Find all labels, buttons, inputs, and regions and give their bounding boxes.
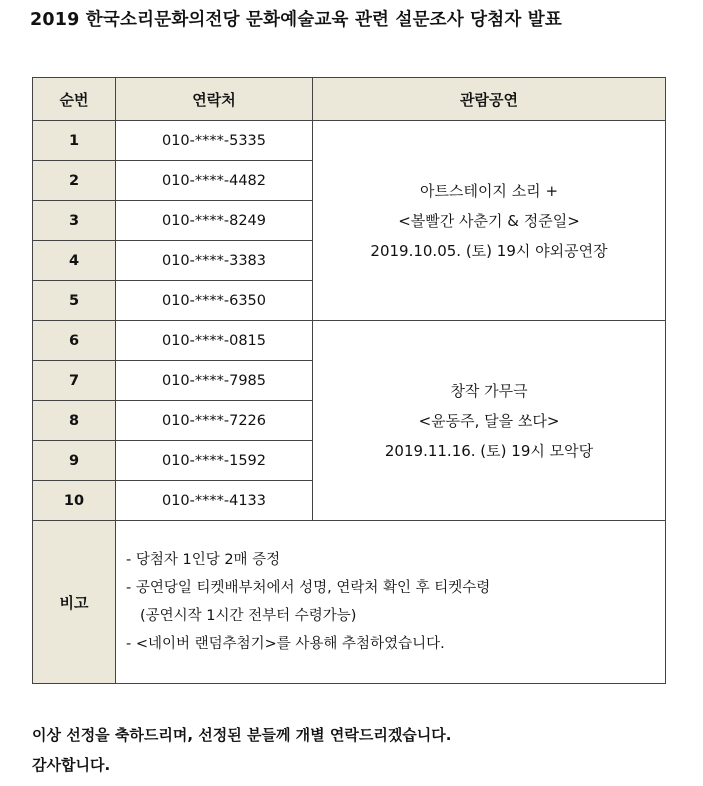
row-phone: 010-****-1592 [116, 441, 313, 481]
row-num: 7 [33, 361, 116, 401]
row-phone: 010-****-8249 [116, 201, 313, 241]
closing-line-1: 이상 선정을 축하드리며, 선정된 분들께 개별 연락드리겠습니다. [32, 726, 452, 744]
remark-line: (공연시작 1시간 전부터 수령가능) [140, 608, 357, 624]
header-show: 관람공연 [313, 78, 666, 121]
closing-line-2: 감사합니다. [32, 756, 111, 774]
table-row [33, 121, 666, 161]
row-phone: 010-****-6350 [116, 281, 313, 321]
row-num: 4 [33, 241, 116, 281]
header-num: 순번 [33, 78, 116, 121]
show-1-line3: 2019.10.05. (토) 19시 야외공연장 [370, 241, 608, 260]
winners-table [32, 77, 666, 684]
row-phone: 010-****-7226 [116, 401, 313, 441]
table-row [33, 321, 666, 361]
remarks-row [33, 521, 666, 684]
show-cell-1 [313, 121, 666, 321]
row-phone: 010-****-4133 [116, 481, 313, 521]
show-2-line3: 2019.11.16. (토) 19시 모악당 [384, 441, 594, 460]
row-num: 2 [33, 161, 116, 201]
row-num: 3 [33, 201, 116, 241]
remark-line: - 공연당일 티켓배부처에서 성명, 연락처 확인 후 티켓수령 [126, 580, 491, 596]
row-phone: 010-****-3383 [116, 241, 313, 281]
row-phone: 010-****-7985 [116, 361, 313, 401]
row-num: 5 [33, 281, 116, 321]
header-contact: 연락처 [116, 78, 313, 121]
remarks-label: 비고 [33, 521, 116, 684]
page-title: 2019 한국소리문화의전당 문화예술교육 관련 설문조사 당첨자 발표 [30, 10, 562, 30]
show-1-line1: 아트스테이지 소리 + [419, 181, 559, 200]
remarks-notes [116, 521, 666, 684]
row-num: 1 [33, 121, 116, 161]
show-1-line2: <볼빨간 사춘기 & 정준일> [398, 211, 580, 230]
show-2-line1: 창작 가무극 [450, 381, 528, 400]
closing-message [32, 720, 682, 780]
row-phone: 010-****-5335 [116, 121, 313, 161]
row-num: 6 [33, 321, 116, 361]
row-phone: 010-****-0815 [116, 321, 313, 361]
remark-line: - 당첨자 1인당 2매 증정 [126, 552, 281, 568]
table-header-row [33, 78, 666, 121]
remark-line: - <네이버 랜덤추첨기>를 사용해 추첨하였습니다. [126, 636, 445, 652]
row-num: 9 [33, 441, 116, 481]
show-2-line2: <윤동주, 달을 쏘다> [418, 411, 560, 430]
row-num: 8 [33, 401, 116, 441]
row-phone: 010-****-4482 [116, 161, 313, 201]
row-num: 10 [33, 481, 116, 521]
show-cell-2 [313, 321, 666, 521]
